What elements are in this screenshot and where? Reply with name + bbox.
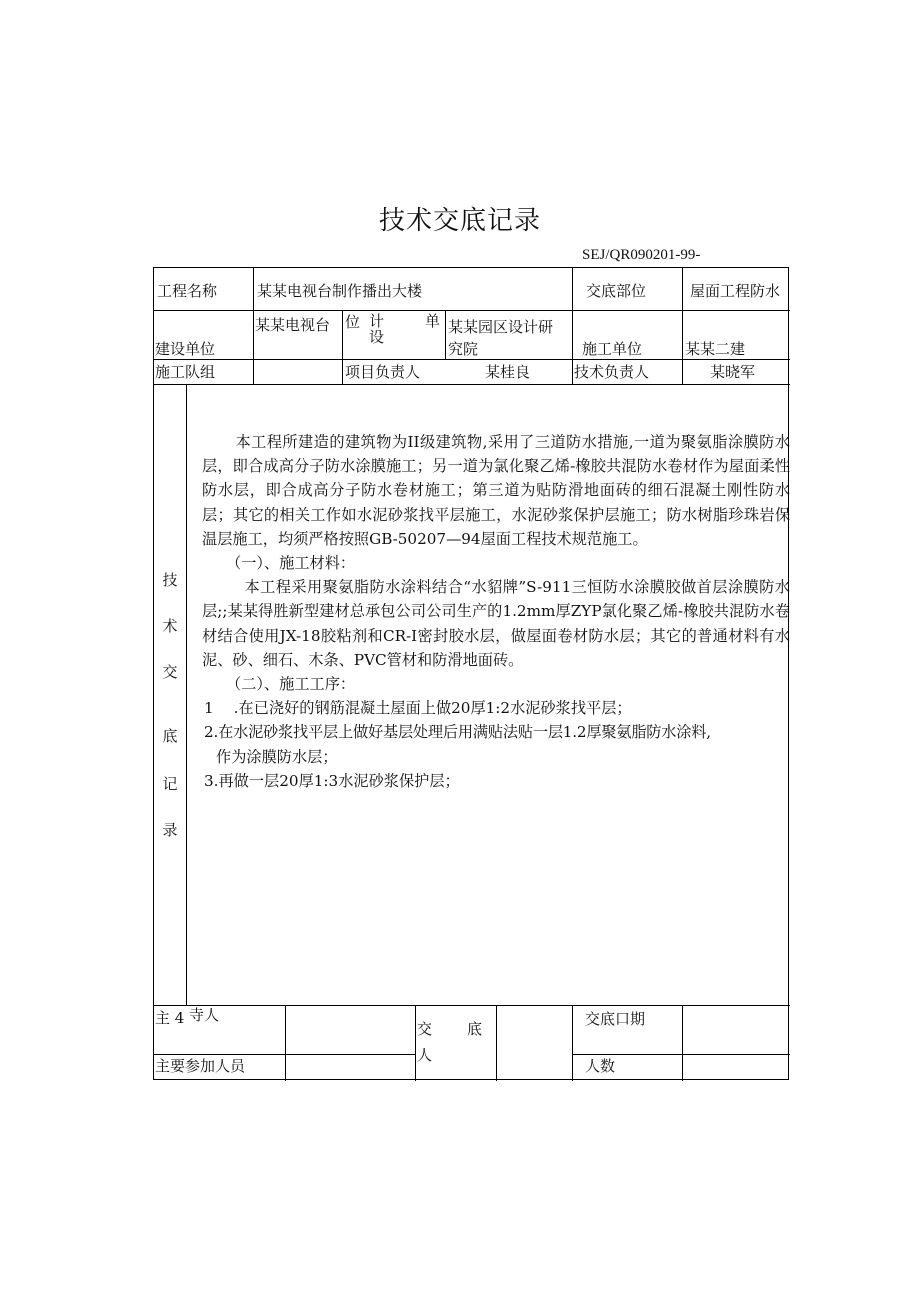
col-divider <box>682 268 683 384</box>
col-divider <box>253 268 254 384</box>
row-divider <box>572 1054 790 1055</box>
col-divider <box>285 1005 286 1081</box>
builder-label: 建设单位 <box>155 340 216 358</box>
project-name-label: 工程名称 <box>157 282 218 300</box>
col-divider <box>342 310 343 384</box>
disclosure-form <box>153 267 789 1080</box>
designer-label-char: 计 <box>369 312 385 330</box>
col-divider <box>572 268 573 384</box>
designer-value: 某某园区设计研 <box>448 318 554 336</box>
date-label: 交底口期 <box>585 1010 646 1028</box>
col-divider <box>445 310 446 359</box>
process-step-2-cont: 作为涂膜防水层； <box>216 747 338 766</box>
designer-label-char: 设 <box>369 328 385 346</box>
side-label-char: 底 <box>162 727 178 745</box>
process-step-1: 1 .在已浇好的钢筋混凝土屋面上做20厚1:2水泥砂浆找平层； <box>204 699 632 718</box>
supervisor-label-cont: 寺人 <box>189 1006 220 1024</box>
disclosure-part-label: 交底部位 <box>586 282 647 300</box>
process-step-2: 2.在水泥砂浆找平层上做好基层处理后用满贴法贴一层1.2厚聚氨脂防水涂料, <box>204 723 711 742</box>
intro-paragraph: 本工程所建造的建筑物为II级建筑物,采用了三道防水措施,一道为聚氨脂涂膜防水层，即合成高分子防水涂膜施工；另一道为氯化聚乙烯-橡胶共混防水卷材作为屋面柔性防水层，即合成高分子防水卷材施工；第三道为贴防滑地面砖的细石混凝土刚性防水层；其它的相关工作如水泥砂浆找平层施工，水泥砂浆保护层施工；防水树脂珍珠岩保温层施工，均须严格按照GB-50207—94屋面工程技术规范施工。 <box>202 433 790 548</box>
designer-label-char: 单 <box>425 312 441 330</box>
col-divider <box>572 1005 573 1081</box>
side-label-char: 交 <box>162 663 178 681</box>
team-label: 施工队组 <box>155 363 216 381</box>
document-title: 技术交底记录 <box>378 206 541 236</box>
designer-label-char: 位 <box>345 313 361 331</box>
row-divider <box>154 359 790 360</box>
side-label-char: 记 <box>162 775 178 793</box>
process-step-3: 3.再做一层20厚1:3水泥砂浆保护层； <box>204 771 460 790</box>
side-label-char: 术 <box>162 617 178 635</box>
tech-lead-value: 某晓军 <box>710 363 756 381</box>
designer-value-cont: 究院 <box>448 340 479 358</box>
contractor-value: 某某二建 <box>685 340 746 358</box>
discloser-label-char: 人 <box>417 1046 433 1064</box>
section-materials-title: （一）、施工材料： <box>226 554 356 573</box>
pm-value: 某桂良 <box>485 363 531 381</box>
pm-label: 项目负责人 <box>345 363 421 381</box>
discloser-label-char: 底 <box>467 1020 483 1038</box>
builder-value: 某某电视台 <box>255 316 331 334</box>
col-divider <box>682 1005 683 1081</box>
participants-label: 主要参加人员 <box>155 1057 246 1075</box>
discloser-label-char: 交 <box>417 1020 433 1038</box>
disclosure-part-value: 屋面工程防水 <box>690 282 781 300</box>
disclosure-content <box>202 430 790 793</box>
col-divider <box>186 384 187 1005</box>
count-label: 人数 <box>585 1057 616 1075</box>
side-label-char: 技 <box>162 571 178 589</box>
contractor-label: 施工单位 <box>582 340 643 358</box>
section-process-title: （二）、施工工序： <box>226 675 356 694</box>
col-divider <box>415 1005 416 1081</box>
side-label-char: 录 <box>162 821 178 839</box>
row-divider <box>154 1005 790 1006</box>
row-divider <box>154 384 790 385</box>
materials-paragraph: 本工程采用聚氨脂防水涂料结合“水貂牌”S-911三恒防水涂膜胶做首层涂膜防水层;;某某得胜新型建材总承包公司公司生产的1.2mm厚ZYP氯化聚乙烯-橡胶共混防水卷材结合使用JX-18胶粘剂和CR-I密封胶水层，做屋面卷材防水层；其它的普通材料有水泥、砂、细石、木条、PVC管材和防滑地面砖。 <box>202 578 790 669</box>
col-divider <box>496 1005 497 1081</box>
project-name-value: 某某电视台制作播出大楼 <box>257 282 423 300</box>
supervisor-label: 主 4 <box>155 1009 185 1027</box>
tech-lead-label: 技术负责人 <box>574 363 650 381</box>
document-code: SEJ/QR090201-99- <box>582 247 701 263</box>
row-divider <box>154 310 790 311</box>
